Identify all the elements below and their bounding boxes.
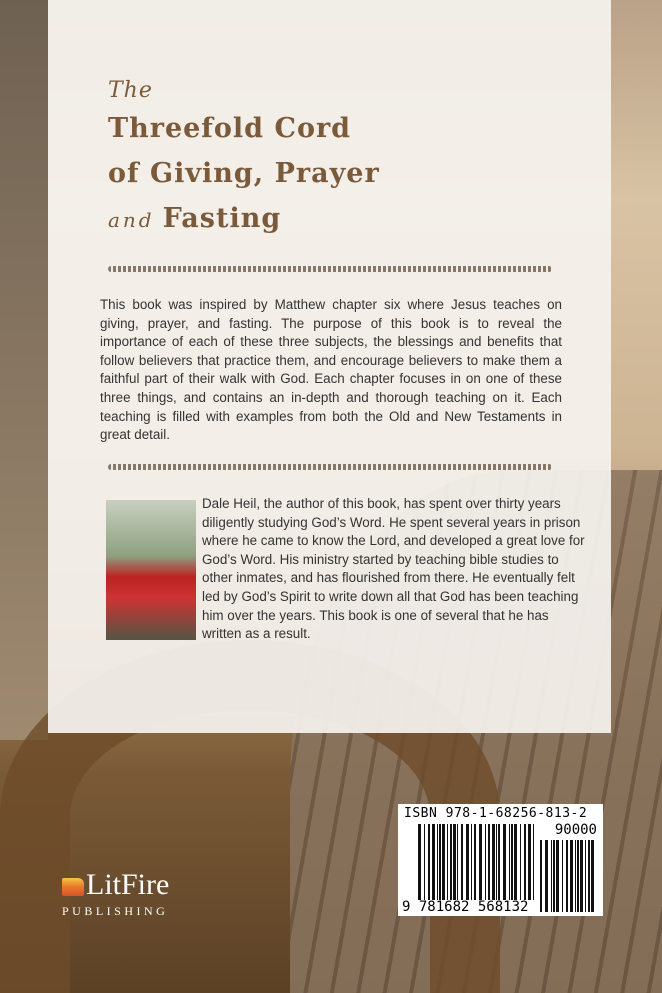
barcode-bar: [585, 840, 586, 912]
isbn-text: ISBN 978-1-68256-813-2: [404, 806, 588, 821]
barcode-bar: [562, 840, 563, 912]
barcode-bar: [492, 824, 495, 900]
price-addon: 90000: [554, 822, 597, 838]
author-bio: Dale Heil, the author of this book, has spent over thirty years diligently studying God’s Word. He spent several years in prison where he came to know the Lord, and developed a great love for God’s Word. His ministry started by teaching bible studies to other inmates, and has flourished from there. He eventually felt led by God’s Spirit to write down all that God has been teaching him over the years. This book is one of several that he has written as a result.: [202, 496, 585, 642]
barcode-bar: [551, 840, 552, 912]
book-description: This book was inspired by Matthew chapter six where Jesus teaches on giving, prayer, and fasting. The purpose of this book is to reveal the importance of each of these three subjects, the blessings and benefits that follow believers that practice them, and encourage believers to make them a faithful part of their walk with God. Each chapter focuses in on one of these three things, and contains an in-depth and thorough teaching on it. Each teaching is filled with examples from both the Old and New Testaments in great detail.: [100, 297, 562, 443]
barcode-number: 9 781682 568132: [402, 899, 529, 915]
barcode-bar: [418, 824, 421, 900]
barcode-bar: [588, 840, 590, 912]
barcode-bar: [533, 824, 534, 900]
barcode-bar: [428, 824, 430, 900]
barcode-bar: [457, 824, 458, 900]
divider: [108, 266, 552, 272]
barcode-bar: [450, 824, 452, 900]
barcode-bar: [556, 840, 559, 912]
barcode-bar: [488, 824, 490, 900]
barcode-bar: [509, 824, 510, 900]
barcode-bar: [466, 824, 469, 900]
addon-bars: [540, 840, 596, 912]
publisher-tagline: PUBLISHING: [62, 904, 169, 918]
barcode-bar: [453, 824, 456, 900]
barcode-bar: [471, 824, 472, 900]
barcode-bar: [447, 824, 448, 900]
barcode-bar: [439, 824, 441, 900]
title-and: and: [108, 208, 155, 232]
barcode-bar: [432, 824, 435, 900]
title-line-2: of Giving, Prayer: [108, 158, 380, 189]
barcode-bar: [528, 824, 531, 900]
barcode-bar: [540, 840, 542, 912]
barcode-bar: [424, 824, 425, 900]
isbn-barcode: [398, 804, 603, 916]
title-line-1: Threefold Cord: [108, 113, 352, 144]
barcode-bar: [437, 824, 438, 900]
barcode-bar: [514, 824, 517, 900]
barcode-bar: [524, 824, 526, 900]
barcode-bar: [591, 840, 594, 912]
divider: [108, 464, 552, 470]
publisher-name: LitFire: [86, 868, 170, 901]
barcode-bars: [418, 824, 538, 900]
barcode-bar: [461, 824, 463, 900]
barcode-bar: [545, 840, 548, 912]
barcode-bar: [511, 824, 513, 900]
title-line-3: [108, 203, 281, 234]
barcode-bar: [580, 840, 583, 912]
barcode-bar: [577, 840, 579, 912]
barcode-bar: [474, 824, 476, 900]
barcode-bar: [553, 840, 555, 912]
barcode-bar: [520, 824, 521, 900]
barcode-bar: [570, 840, 573, 912]
publisher-logo: [62, 868, 192, 922]
barcode-bar: [442, 824, 445, 900]
barcode-bar: [566, 840, 568, 912]
barcode-bar: [496, 824, 497, 900]
barcode-bar: [479, 824, 482, 900]
background-left: [0, 0, 48, 740]
title-fasting: Fasting: [162, 203, 282, 234]
barcode-bar: [498, 824, 500, 900]
barcode-bar: [575, 840, 576, 912]
author-photo: [106, 500, 196, 640]
title-the: The: [108, 78, 153, 103]
barcode-bar: [485, 824, 486, 900]
text-panel: [48, 0, 611, 733]
barcode-bar: [503, 824, 506, 900]
flame-icon: [62, 878, 84, 896]
